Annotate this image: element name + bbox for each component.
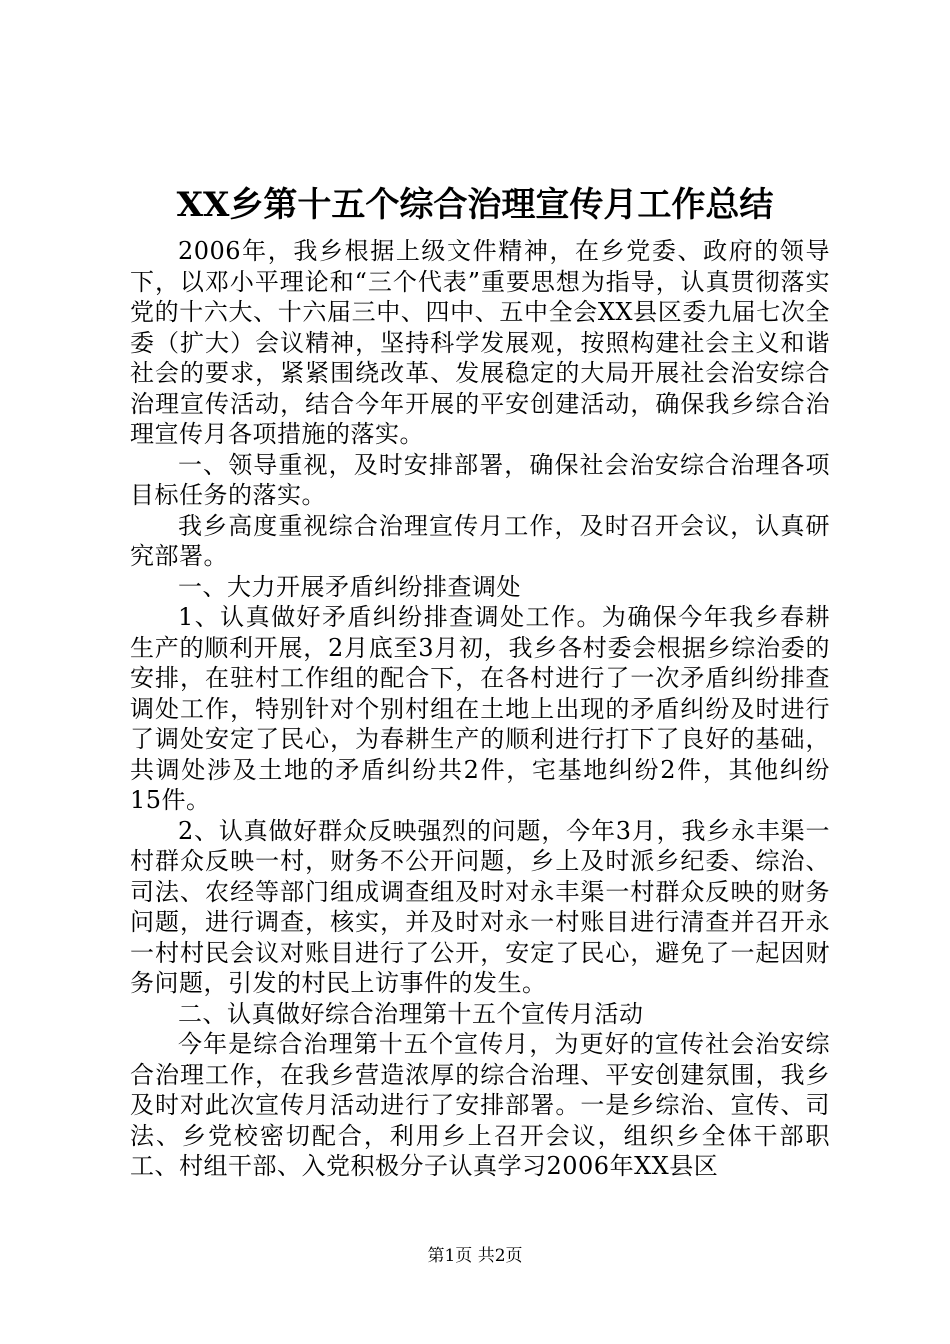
paragraph-leadership-detail: 我乡高度重视综合治理宣传月工作，及时召开会议，认真研究部署。	[130, 511, 830, 570]
paragraph-publicity-month-detail: 今年是综合治理第十五个宣传月，为更好的宣传社会治安综合治理工作，在我乡营造浓厚的综合治理、平安创建氛围，我乡及时对此次宣传月活动进行了安排部署。一是乡综治、宣传、司法、乡党校密切配合，利用乡上召开会议，组织乡全体干部职工、村组干部、入党积极分子认真学习2006年XX县区	[130, 1030, 830, 1180]
document-title: XX乡第十五个综合治理宣传月工作总结	[176, 185, 774, 225]
page-footer: 第1页 共2页	[427, 1246, 523, 1266]
paragraph-heading-leadership: 一、领导重视，及时安排部署，确保社会治安综合治理各项目标任务的落实。	[130, 450, 830, 509]
paragraph-heading-disputes: 一、大力开展矛盾纠纷排查调处	[178, 572, 521, 601]
paragraph-intro: 2006年，我乡根据上级文件精神，在乡党委、政府的领导下，以邓小平理论和“三个代表”重要思想为指导，认真贯彻落实党的十六大、十六届三中、四中、五中全会XX县区委九届七次全委（扩大）会议精神，坚持科学发展观，按照构建社会主义和谐社会的要求，紧紧围绕改革、发展稳定的大局开展社会治安综合治理宣传活动，结合今年开展的平安创建活动，确保我乡综合治理宣传月各项措施的落实。	[130, 237, 830, 448]
document-body	[130, 236, 830, 1182]
paragraph-disputes-item-2: 2、认真做好群众反映强烈的问题，今年3月，我乡永丰渠一村群众反映一村，财务不公开问题，乡上及时派乡纪委、综治、司法、农经等部门组成调查组及时对永丰渠一村群众反映的财务问题，进行调查，核实，并及时对永一村账目进行清查并召开永一村村民会议对账目进行了公开，安定了民心，避免了一起因财务问题，引发的村民上访事件的发生。	[130, 816, 830, 997]
paragraph-disputes-item-1: 1、认真做好矛盾纠纷排查调处工作。为确保今年我乡春耕生产的顺利开展，2月底至3月初，我乡各村委会根据乡综治委的安排，在驻村工作组的配合下，在各村进行了一次矛盾纠纷排查调处工作，特别针对个别村组在土地上出现的矛盾纠纷及时进行了调处安定了民心，为春耕生产的顺利进行打下了良好的基础，共调处涉及土地的矛盾纠纷共2件，宅基地纠纷2件，其他纠纷15件。	[130, 603, 830, 814]
paragraph-heading-publicity-month: 二、认真做好综合治理第十五个宣传月活动	[178, 999, 644, 1028]
